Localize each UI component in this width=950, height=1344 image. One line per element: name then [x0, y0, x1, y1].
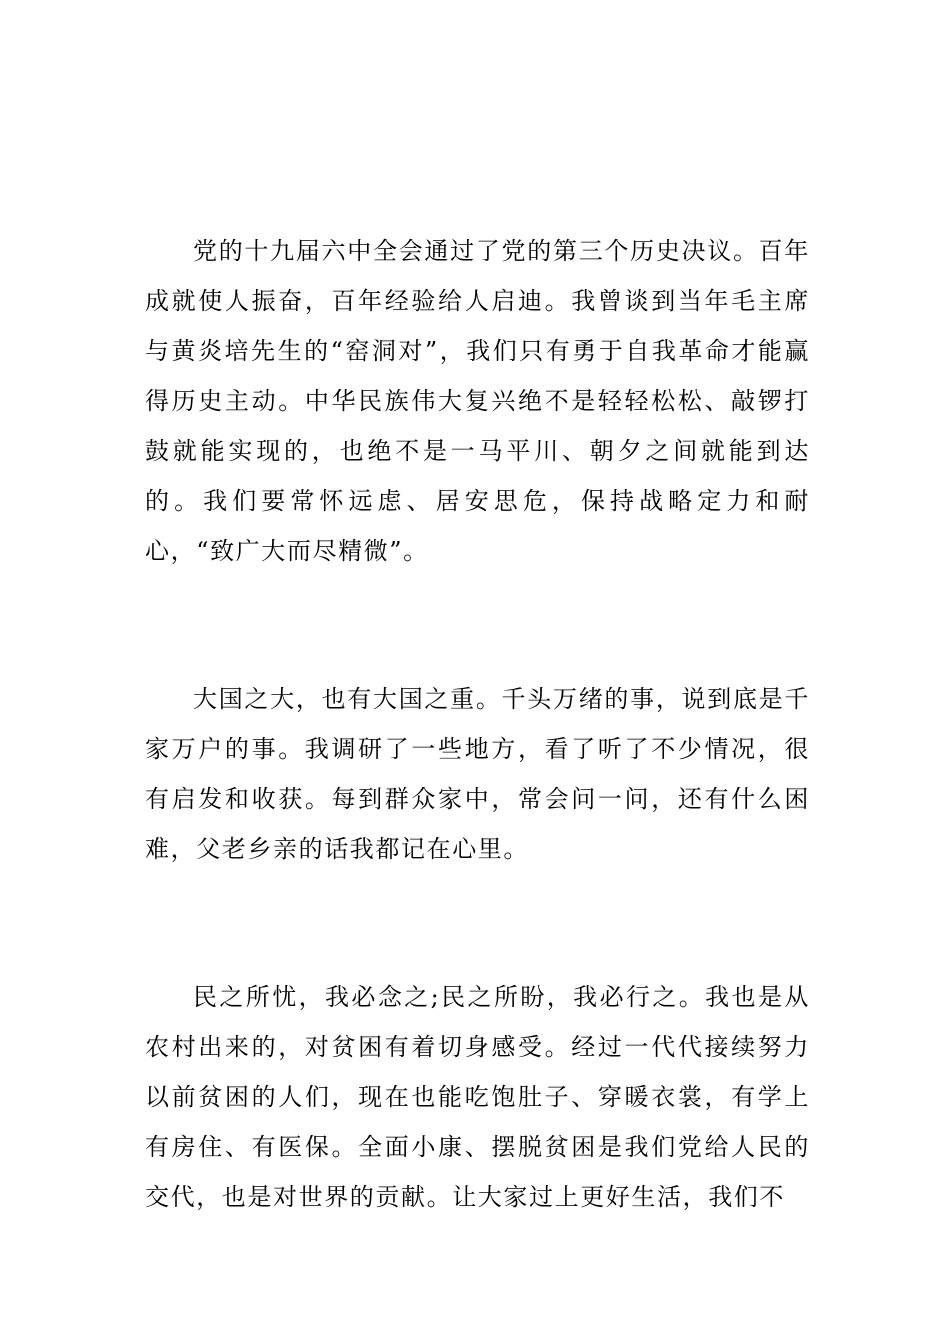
paragraph-2: 大国之大，也有大国之重。千头万绪的事，说到底是千家万户的事。我调研了一些地方，看了听了不少情况，很有启发和收获。每到群众家中，常会问一问，还有什么困难，父老乡亲的话我都记在心里。 — [145, 685, 810, 863]
paragraph-1: 党的十九届六中全会通过了党的第三个历史决议。百年成就使人振奋，百年经验给人启迪。我曾谈到当年毛主席与黄炎培先生的“窑洞对”，我们只有勇于自我革命才能赢得历史主动。中华民族伟大复兴绝不是轻轻松松、敲锣打鼓就能实现的，也绝不是一马平川、朝夕之间就能到达的。我们要常怀远虑、居安思危，保持战略定力和耐心，“致广大而尽精微”。 — [145, 237, 810, 565]
paragraph-3: 民之所忧，我必念之;民之所盼，我必行之。我也是从农村出来的，对贫困有着切身感受。经过一代代接续努力以前贫困的人们，现在也能吃饱肚子、穿暖衣裳，有学上有房住、有医保。全面小康、摆脱贫困是我们党给人民的交代，也是对世界的贡献。让大家过上更好生活，我们不 — [145, 983, 810, 1211]
